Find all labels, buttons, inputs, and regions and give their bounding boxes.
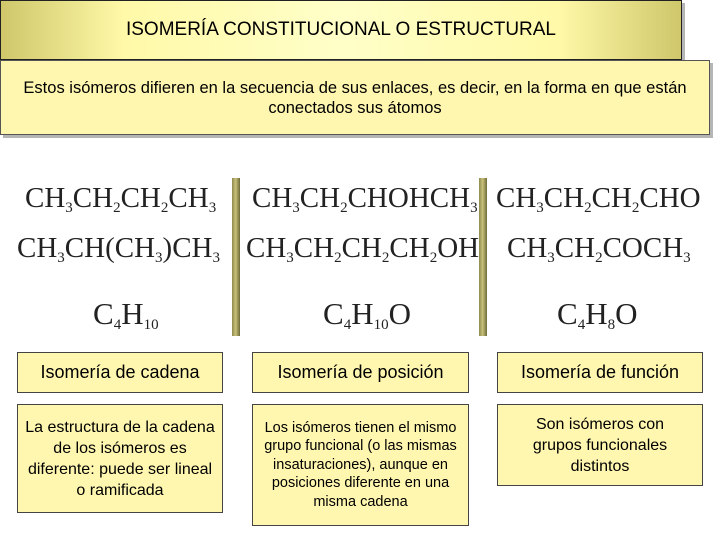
column-divider <box>232 178 240 336</box>
type-label: Isomería de cadena <box>40 362 200 382</box>
molecular-formula: $C_4H_8O$ <box>557 296 638 333</box>
type-label-box <box>17 352 223 393</box>
type-label: Isomería de función <box>520 362 680 382</box>
column-divider <box>479 178 487 336</box>
type-label-box <box>252 352 469 393</box>
description-text: La estructura de la cadena de los isómeros es diferente: puede ser lineal o ramificada <box>25 418 215 499</box>
type-label: Isomería de posición <box>277 362 444 382</box>
molecular-formula: $C_4H_{10}$ <box>93 296 159 333</box>
molecular-formula: $C_4H_{10}O$ <box>323 296 411 333</box>
formula: $CH_3CH_2CH_2CHO$ <box>496 182 701 216</box>
intro-text: Estos isómeros difieren en la secuencia de sus enlaces, es decir, en la forma en que están conectados sus átomos <box>23 78 687 117</box>
description-box <box>17 404 223 513</box>
slide-title: ISOMERÍA CONSTITUCIONAL O ESTRUCTURAL <box>125 19 556 40</box>
description-box <box>497 404 703 486</box>
description-text: Los isómeros tienen el mismo grupo funcional (o las mismas insaturaciones), aunque en posiciones diferente en una misma cadena <box>264 419 457 510</box>
formula: $CH_3CH(CH_3)CH_3$ <box>17 232 220 266</box>
formula: $CH_3CH_2CHOHCH_3$ <box>252 182 478 216</box>
formula: $CH_3CH_2CH_2CH_3$ <box>25 182 217 216</box>
slide-title-box <box>0 0 682 60</box>
description-text: Son isómeros con grupos funcionales distintos <box>532 415 668 475</box>
description-box <box>252 404 469 526</box>
type-label-box <box>497 352 703 393</box>
formula: $CH_3CH_2CH_2CH_2OH$ <box>246 232 480 266</box>
intro-box <box>0 60 710 135</box>
formula: $CH_3CH_2COCH_3$ <box>507 232 691 266</box>
